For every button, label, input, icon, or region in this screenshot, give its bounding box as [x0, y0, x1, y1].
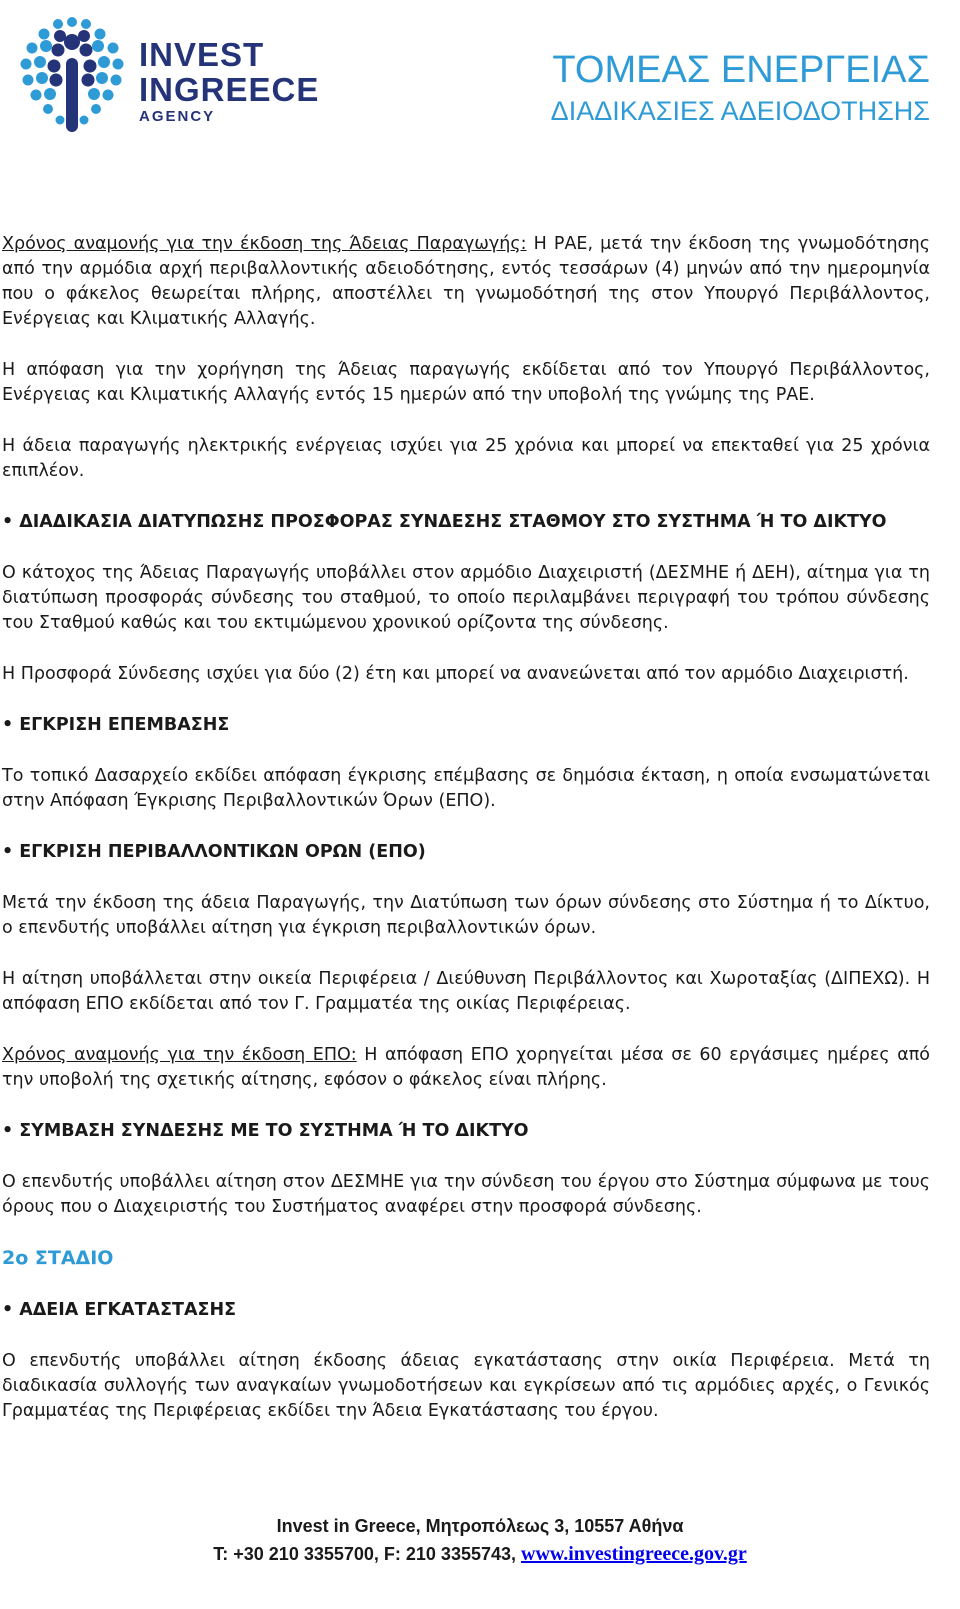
paragraph-epo-waiting-time: [2, 1043, 930, 1093]
logo-line-ingreece: INGREECE: [139, 71, 320, 108]
paragraph-installation-license: Ο επενδυτής υποβάλλει αίτηση έκδοσης άδειας εγκατάστασης στην οικία Περιφέρεια. Μετά τη διαδικασία συλλογής των αναγκαίων γνωμοδοτήσεων και εγκρίσεων από τις αρμόδιες αρχές, ο Γενικός Γραμματέας της Περιφέρειας εκδίδει την Άδεια Εγκατάστασης του έργου.: [2, 1351, 930, 1421]
footer-phones: T: +30 210 3355700, F: 210 3355743,: [213, 1544, 522, 1564]
paragraph-license-decision: Η απόφαση για την χορήγηση της Άδειας παραγωγής εκδίδεται από τον Υπουργό Περιβάλλοντος, Ενέργειας και Κλιματικής Αλλαγής εντός 15 ημερών από την υποβολή της γνώμης της ΡΑΕ.: [2, 360, 930, 405]
agency-logo: [18, 16, 338, 136]
document-body: [2, 232, 930, 1450]
section-heading-intervention-approval: • ΕΓΚΡΙΣΗ ΕΠΕΜΒΑΣΗΣ: [2, 715, 230, 735]
website-link[interactable]: www.investingreece.gov.gr: [521, 1543, 747, 1565]
paragraph-forestry-approval: Το τοπικό Δασαρχείο εκδίδει απόφαση έγκρισης επέμβασης σε δημόσια έκταση, η οποία ενσωματώνεται στην Απόφαση Έγκρισης Περιβαλλοντικών Όρων (ΕΠΟ).: [2, 766, 930, 811]
paragraph-production-waiting-time: [2, 232, 930, 332]
stage-heading: 2ο ΣΤΑΔΙΟ: [2, 1247, 114, 1269]
heading-text: ΣΥΜΒΑΣΗ ΣΥΝΔΕΣΗΣ ΜΕ ΤΟ ΣΥΣΤΗΜΑ Ή ΤΟ ΔΙΚΤΥΟ: [19, 1121, 529, 1141]
paragraph-license-validity: Η άδεια παραγωγής ηλεκτρικής ενέργειας ισχύει για 25 χρόνια και μπορεί να επεκταθεί για 25 χρόνια επιπλέον.: [2, 436, 930, 481]
logo-line-agency: AGENCY: [139, 108, 216, 125]
paragraph-connection-request: Ο κάτοχος της Άδειας Παραγωγής υποβάλλει στον αρμόδιο Διαχειριστή (ΔΕΣΜΗΕ ή ΔΕΗ), αίτημα για τη διατύπωση προσφοράς σύνδεσης του σταθμού, το οποίο περιλαμβάνει περιγραφή του τρόπου σύνδεσης του Σταθμού καθώς και του εκτιμώμενου χρονικού ορίζοντα της σύνδεσης.: [2, 563, 930, 633]
section-heading-environmental-terms: • ΕΓΚΡΙΣΗ ΠΕΡΙΒΑΛΛΟΝΤΙΚΩΝ ΟΡΩΝ (ΕΠΟ): [2, 842, 426, 862]
paragraph-connection-contract: Ο επενδυτής υποβάλλει αίτηση στον ΔΕΣΜΗΕ για την σύνδεση του έργου στο Σύστημα σύμφωνα με τους όρους που ο Διαχειριστής του Συστήματος αναφέρει στην προσφορά σύνδεσης.: [2, 1172, 930, 1217]
section-heading-installation-license: • ΑΔΕΙΑ ΕΓΚΑΤΑΣΤΑΣΗΣ: [2, 1300, 237, 1320]
footer-contact: [0, 1543, 960, 1566]
paragraph-text: Η ΡΑΕ, μετά την έκδοση της γνωμοδότησης από την αρμόδια αρχή περιβαλλοντικής αδειοδότησης, εντός τεσσάρων (4) μηνών από την ημερομηνία που ο φάκελος θεωρείται πλήρης, αποστέλλει τη γνωμοδότησή της στον Υπουργό Περιβάλλοντος, Ενέργειας και Κλιματικής Αλλαγής.: [2, 234, 931, 329]
section-heading-connection-contract: • ΣΥΜΒΑΣΗ ΣΥΝΔΕΣΗΣ ΜΕ ΤΟ ΣΥΣΤΗΜΑ Ή ΤΟ ΔΙΚΤΥΟ: [2, 1121, 529, 1141]
dots-logo-icon: [18, 16, 128, 136]
heading-text: ΕΓΚΡΙΣΗ ΕΠΕΜΒΑΣΗΣ: [19, 715, 230, 735]
document-header: [551, 48, 930, 128]
heading-text: ΕΓΚΡΙΣΗ ΠΕΡΙΒΑΛΛΟΝΤΙΚΩΝ ΟΡΩΝ (ΕΠΟ): [19, 842, 426, 862]
paragraph-label: Χρόνος αναμονής για την έκδοση της Άδειας Παραγωγής:: [2, 234, 527, 254]
heading-text: ΑΔΕΙΑ ΕΓΚΑΤΑΣΤΑΣΗΣ: [19, 1300, 237, 1320]
page-title: ΤΟΜΕΑΣ ΕΝΕΡΓΕΙΑΣ: [552, 49, 930, 91]
section-heading-connection-offer: • ΔΙΑΔΙΚΑΣΙΑ ΔΙΑΤΥΠΩΣΗΣ ΠΡΟΣΦΟΡΑΣ ΣΥΝΔΕΣΗΣ ΣΤΑΘΜΟΥ ΣΤΟ ΣΥΣΤΗΜΑ Ή ΤΟ ΔΙΚΤΥΟ: [2, 512, 887, 532]
footer-address: Invest in Greece, Μητροπόλεως 3, 10557 Αθήνα: [276, 1516, 684, 1536]
paragraph-label: Χρόνος αναμονής για την έκδοση ΕΠΟ:: [2, 1045, 357, 1065]
paragraph-environmental-submission: Η αίτηση υποβάλλεται στην οικεία Περιφέρεια / Διεύθυνση Περιβάλλοντος και Χωροταξίας (ΔΙΠΕΧΩ). Η απόφαση ΕΠΟ εκδίδεται από τον Γ. Γραμματέα της οικίας Περιφέρειας.: [2, 969, 930, 1014]
page-subtitle: ΔΙΑΔΙΚΑΣΙΕΣ ΑΔΕΙΟΔΟΤΗΣΗΣ: [550, 96, 930, 126]
paragraph-connection-validity: Η Προσφορά Σύνδεσης ισχύει για δύο (2) έτη και μπορεί να ανανεώνεται από τον αρμόδιο Διαχειριστή.: [2, 664, 909, 684]
logo-wordmark: [139, 38, 319, 124]
paragraph-text: Η απόφαση ΕΠΟ χορηγείται μέσα σε 60 εργάσιμες ημέρες από την υποβολή της σχετικής αίτησης, εφόσον ο φάκελος είναι πλήρης.: [2, 1045, 930, 1090]
paragraph-environmental-application: Μετά την έκδοση της άδεια Παραγωγής, την Διατύπωση των όρων σύνδεσης στο Σύστημα ή το Δίκτυο, ο επενδυτής υποβάλλει αίτηση για έγκριση περιβαλλοντικών όρων.: [2, 893, 930, 938]
logo-line-invest: INVEST: [139, 36, 265, 73]
heading-text: ΔΙΑΔΙΚΑΣΙΑ ΔΙΑΤΥΠΩΣΗΣ ΠΡΟΣΦΟΡΑΣ ΣΥΝΔΕΣΗΣ ΣΤΑΘΜΟΥ ΣΤΟ ΣΥΣΤΗΜΑ Ή ΤΟ ΔΙΚΤΥΟ: [19, 512, 887, 532]
